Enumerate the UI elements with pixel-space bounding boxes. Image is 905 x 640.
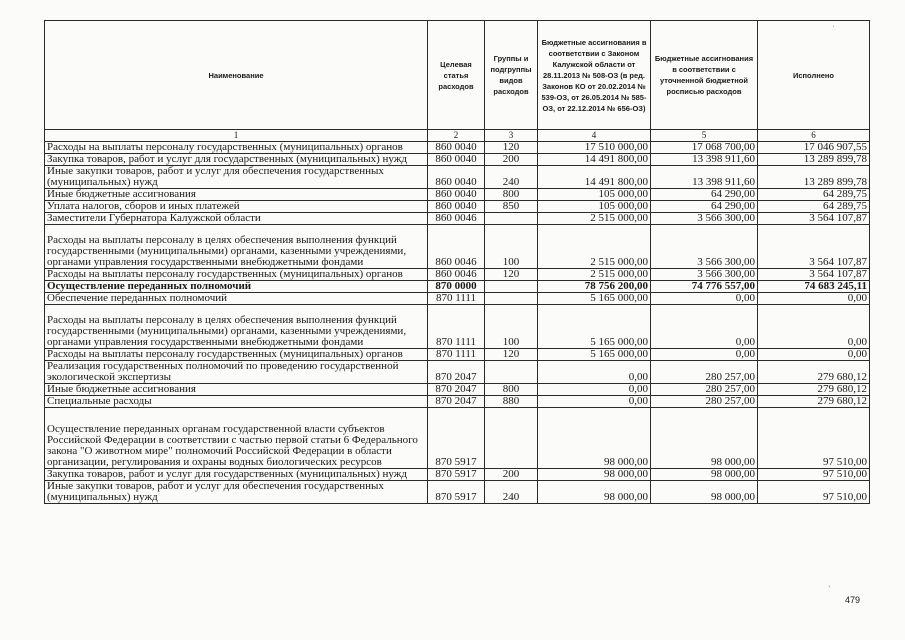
column-number: 6 <box>758 130 870 142</box>
row-law-amount: 5 165 000,00 <box>538 305 651 349</box>
row-code: 870 5917 <box>428 481 485 504</box>
table-row <box>45 201 870 213</box>
table-row <box>45 469 870 481</box>
row-executed-amount: 279 680,12 <box>758 384 870 396</box>
row-group: 120 <box>485 349 538 361</box>
row-name: Закупка товаров, работ и услуг для государственных (муниципальных) нужд <box>45 154 428 166</box>
row-executed-amount: 97 510,00 <box>758 469 870 481</box>
table-row <box>45 396 870 408</box>
scan-mark: ˏ <box>828 578 831 587</box>
row-code: 870 2047 <box>428 396 485 408</box>
row-law-amount: 5 165 000,00 <box>538 293 651 305</box>
row-executed-amount: 3 564 107,87 <box>758 269 870 281</box>
row-executed-amount: 64 289,75 <box>758 189 870 201</box>
row-executed-amount: 17 046 907,55 <box>758 142 870 154</box>
row-executed-amount: 3 564 107,87 <box>758 213 870 225</box>
table-row <box>45 189 870 201</box>
table-row <box>45 349 870 361</box>
row-revised-amount: 280 257,00 <box>651 396 758 408</box>
row-group: 120 <box>485 142 538 154</box>
row-revised-amount: 64 290,00 <box>651 189 758 201</box>
header-executed: Исполнено <box>758 21 870 130</box>
row-law-amount: 5 165 000,00 <box>538 349 651 361</box>
row-code: 860 0040 <box>428 201 485 213</box>
row-group: 800 <box>485 189 538 201</box>
row-law-amount: 98 000,00 <box>538 481 651 504</box>
row-name: Уплата налогов, сборов и иных платежей <box>45 201 428 213</box>
row-name: Закупка товаров, работ и услуг для государственных (муниципальных) нужд <box>45 469 428 481</box>
row-code: 870 2047 <box>428 361 485 384</box>
row-law-amount: 78 756 200,00 <box>538 281 651 293</box>
row-code: 860 0040 <box>428 142 485 154</box>
table-row <box>45 213 870 225</box>
row-law-amount: 105 000,00 <box>538 201 651 213</box>
row-law-amount: 2 515 000,00 <box>538 269 651 281</box>
table-row <box>45 408 870 469</box>
column-number: 3 <box>485 130 538 142</box>
row-code: 870 5917 <box>428 469 485 481</box>
row-revised-amount: 13 398 911,60 <box>651 166 758 189</box>
row-name: Иные закупки товаров, работ и услуг для обеспечения государственных (муниципальных) нужд <box>45 481 428 504</box>
row-executed-amount: 3 564 107,87 <box>758 225 870 269</box>
row-revised-amount: 98 000,00 <box>651 481 758 504</box>
page-number: 479 <box>845 595 861 605</box>
row-revised-amount: 0,00 <box>651 305 758 349</box>
row-revised-amount: 3 566 300,00 <box>651 213 758 225</box>
row-group: 200 <box>485 154 538 166</box>
row-revised-amount: 98 000,00 <box>651 408 758 469</box>
row-name: Осуществление переданных полномочий <box>45 281 428 293</box>
row-revised-amount: 98 000,00 <box>651 469 758 481</box>
table-row <box>45 305 870 349</box>
row-code: 870 1111 <box>428 305 485 349</box>
table-row <box>45 293 870 305</box>
row-name: Заместители Губернатора Калужской области <box>45 213 428 225</box>
row-name: Иные бюджетные ассигнования <box>45 384 428 396</box>
row-executed-amount: 74 683 245,11 <box>758 281 870 293</box>
row-executed-amount: 279 680,12 <box>758 361 870 384</box>
row-law-amount: 17 510 000,00 <box>538 142 651 154</box>
row-code: 860 0040 <box>428 154 485 166</box>
row-revised-amount: 3 566 300,00 <box>651 225 758 269</box>
row-name: Расходы на выплаты персоналу государственных (муниципальных) органов <box>45 349 428 361</box>
row-revised-amount: 13 398 911,60 <box>651 154 758 166</box>
row-group <box>485 408 538 469</box>
table-row <box>45 225 870 269</box>
row-group: 100 <box>485 305 538 349</box>
row-law-amount: 2 515 000,00 <box>538 225 651 269</box>
table-row <box>45 384 870 396</box>
table-row <box>45 166 870 189</box>
row-revised-amount: 280 257,00 <box>651 384 758 396</box>
row-revised-amount: 3 566 300,00 <box>651 269 758 281</box>
row-code: 860 0046 <box>428 213 485 225</box>
column-number: 4 <box>538 130 651 142</box>
header-row <box>45 21 870 130</box>
row-revised-amount: 0,00 <box>651 293 758 305</box>
row-code: 860 0040 <box>428 166 485 189</box>
row-law-amount: 0,00 <box>538 361 651 384</box>
row-group: 880 <box>485 396 538 408</box>
row-name: Расходы на выплаты персоналу государственных (муниципальных) органов <box>45 142 428 154</box>
row-name: Расходы на выплаты персоналу в целях обеспечения выполнения функций государственными (муниципальными) органами, казенными учреждениями, органами управления государственными внебюджетными фондами <box>45 225 428 269</box>
row-name: Иные закупки товаров, работ и услуг для обеспечения государственных (муниципальных) нужд <box>45 166 428 189</box>
table-row <box>45 281 870 293</box>
row-law-amount: 14 491 800,00 <box>538 154 651 166</box>
row-code: 870 5917 <box>428 408 485 469</box>
row-executed-amount: 279 680,12 <box>758 396 870 408</box>
row-law-amount: 2 515 000,00 <box>538 213 651 225</box>
row-group: 240 <box>485 481 538 504</box>
row-code: 860 0046 <box>428 225 485 269</box>
row-code: 860 0046 <box>428 269 485 281</box>
table-row <box>45 142 870 154</box>
row-law-amount: 105 000,00 <box>538 189 651 201</box>
table-row <box>45 361 870 384</box>
row-group: 240 <box>485 166 538 189</box>
row-revised-amount: 17 068 700,00 <box>651 142 758 154</box>
row-code: 870 1111 <box>428 349 485 361</box>
row-name: Расходы на выплаты персоналу в целях обеспечения выполнения функций государственными (муниципальными) органами, казенными учреждениями, органами управления государственными внебюджетными фондами <box>45 305 428 349</box>
scan-mark: ˌ <box>832 18 835 27</box>
row-group <box>485 281 538 293</box>
column-numbers-row <box>45 130 870 142</box>
row-code: 870 2047 <box>428 384 485 396</box>
column-number: 2 <box>428 130 485 142</box>
column-number: 5 <box>651 130 758 142</box>
table-row <box>45 269 870 281</box>
row-name: Расходы на выплаты персоналу государственных (муниципальных) органов <box>45 269 428 281</box>
header-law-allocations: Бюджетные ассигнования в соответствии с Законом Калужской области от 28.11.2013 № 508-ОЗ (в ред. Законов КО от 20.02.2014 № 539-ОЗ, от 26.05.2014 № 585-ОЗ, от 22.12.2014 № 656-ОЗ) <box>538 21 651 130</box>
row-code: 870 1111 <box>428 293 485 305</box>
row-revised-amount: 64 290,00 <box>651 201 758 213</box>
row-revised-amount: 0,00 <box>651 349 758 361</box>
header-group: Группы и подгруппы видов расходов <box>485 21 538 130</box>
row-name: Иные бюджетные ассигнования <box>45 189 428 201</box>
row-executed-amount: 0,00 <box>758 305 870 349</box>
row-executed-amount: 13 289 899,78 <box>758 166 870 189</box>
row-executed-amount: 64 289,75 <box>758 201 870 213</box>
row-revised-amount: 74 776 557,00 <box>651 281 758 293</box>
row-code: 860 0040 <box>428 189 485 201</box>
row-group: 850 <box>485 201 538 213</box>
row-revised-amount: 280 257,00 <box>651 361 758 384</box>
row-code: 870 0000 <box>428 281 485 293</box>
row-name: Обеспечение переданных полномочий <box>45 293 428 305</box>
row-law-amount: 98 000,00 <box>538 469 651 481</box>
budget-table <box>44 20 870 504</box>
header-revised-allocations: Бюджетные ассигнования в соответствии с уточненной бюджетной росписью расходов <box>651 21 758 130</box>
row-law-amount: 0,00 <box>538 384 651 396</box>
row-group: 800 <box>485 384 538 396</box>
row-name: Специальные расходы <box>45 396 428 408</box>
row-executed-amount: 0,00 <box>758 349 870 361</box>
row-group: 100 <box>485 225 538 269</box>
table-row <box>45 154 870 166</box>
row-executed-amount: 13 289 899,78 <box>758 154 870 166</box>
row-group: 200 <box>485 469 538 481</box>
row-executed-amount: 0,00 <box>758 293 870 305</box>
table-row <box>45 481 870 504</box>
row-group <box>485 361 538 384</box>
row-executed-amount: 97 510,00 <box>758 481 870 504</box>
header-name: Наименование <box>45 21 428 130</box>
row-executed-amount: 97 510,00 <box>758 408 870 469</box>
row-law-amount: 0,00 <box>538 396 651 408</box>
row-name: Осуществление переданных органам государственной власти субъектов Российской Федерации в соответствии с частью первой статьи 6 Федерального закона "О животном мире" полномочий Российской Федерации в области организации, регулирования и охраны водных биологических ресурсов <box>45 408 428 469</box>
row-law-amount: 14 491 800,00 <box>538 166 651 189</box>
header-code: Целевая статья расходов <box>428 21 485 130</box>
row-group <box>485 293 538 305</box>
row-law-amount: 98 000,00 <box>538 408 651 469</box>
row-name: Реализация государственных полномочий по проведению государственной экологической экспертизы <box>45 361 428 384</box>
row-group <box>485 213 538 225</box>
row-group: 120 <box>485 269 538 281</box>
column-number: 1 <box>45 130 428 142</box>
